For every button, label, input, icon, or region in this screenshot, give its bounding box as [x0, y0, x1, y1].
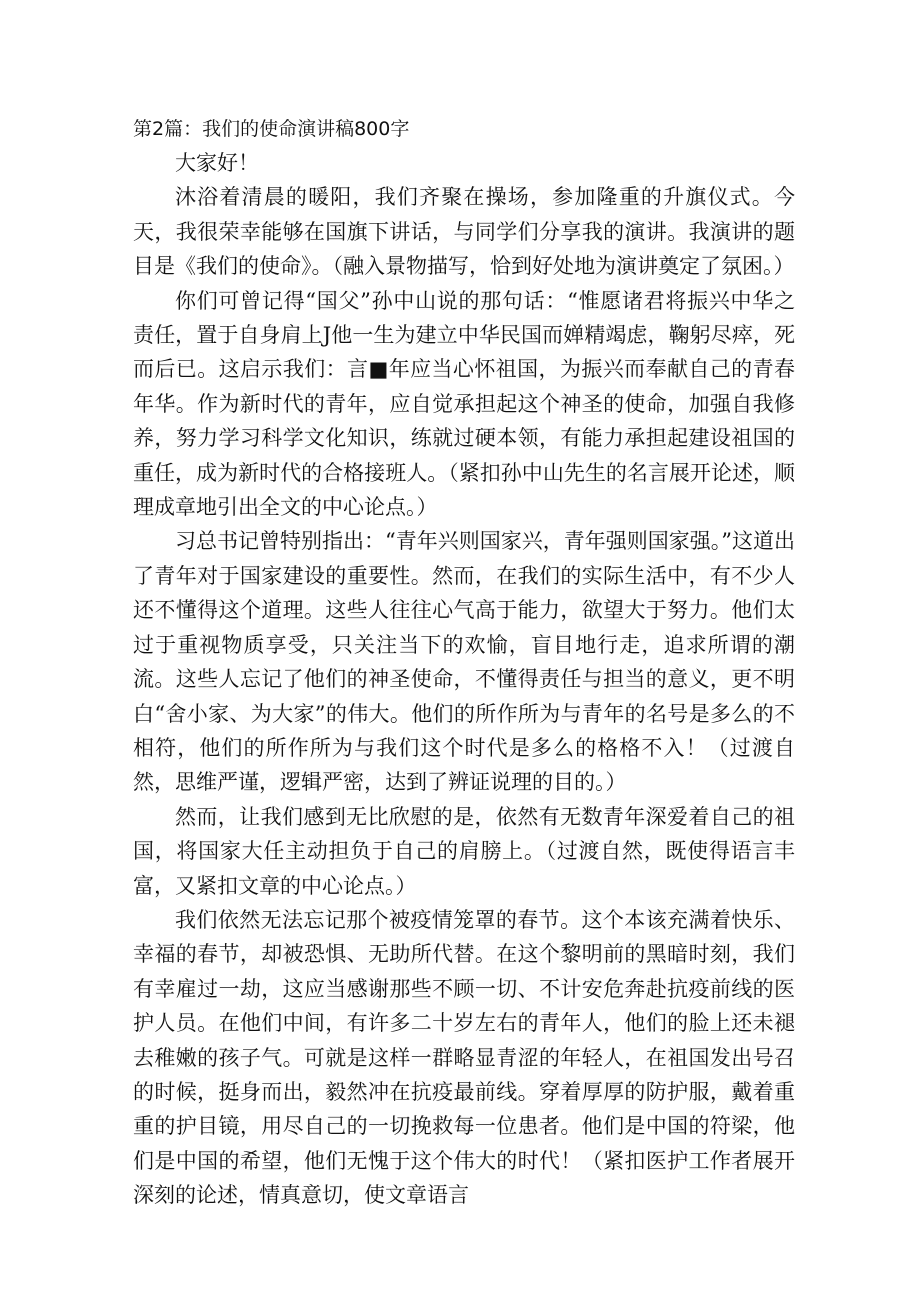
paragraph-4: 然而，让我们感到无比欣慰的是，依然有无数青年深爱着自己的祖国，将国家大任主动担负于自己的肩膀上。（过渡自然，既使得语言丰富，又紧扣文章的中心论点。） [133, 804, 795, 898]
paragraph-greeting: 大家好！ [175, 151, 259, 175]
document-title: 第2篇：我们的使命演讲稿800字 [133, 118, 410, 140]
paragraph-1: 沐浴着清晨的暖阳，我们齐聚在操场，参加隆重的升旗仪式。今天，我很荣幸能够在国旗下讲话，与同学们分享我的演讲。我演讲的题目是《我们的使命》。（融入景物描写，恰到好处地为演讲奠定了氛困。） [133, 185, 795, 279]
paragraph-2: 你们可曾记得“国父”孙中山说的那句话：“惟愿诸君将振兴中华之责任，置于自身肩上J他一生为建立中华民国而婵精竭虑，鞠躬尽瘁，死而后已。这启示我们：言■年应当心怀祖国，为振兴而奉献自己的青春年华。作为新时代的青年，应自觉承担起这个神圣的使命，加强自我修养，努力学习科学文化知识，练就过硬本领，有能力承担起建设祖国的重任，成为新时代的合格接班人。（紧扣孙中山先生的名言展开论述，顺理成章地引出全文的中心论点。） [133, 288, 795, 520]
paragraph-3: 习总书记曾特别指出：“青年兴则国家兴，青年强则国家强。”这道出了青年对于国家建设的重要性。然而，在我们的实际生活中，有不少人还不懂得这个道理。这些人往往心气高于能力，欲望大于努力。他们太过于重视物质享受，只关注当下的欢愉，盲目地行走，追求所谓的潮流。这些人忘记了他们的神圣使命，不懂得责任与担当的意义，更不明白“舍小家、为大家”的伟大。他们的所作所为与青年的名号是多么的不相符，他们的所作所为与我们这个时代是多么的格格不入！（过渡自然，思维严谨，逻辑严密，达到了辨证说理的目的。） [133, 529, 795, 795]
paragraph-5: 我们依然无法忘记那个被疫情笼罩的春节。这个本该充满着快乐、幸福的春节，却被恐惧、无助所代替。在这个黎明前的黑暗时刻，我们有幸雇过一劫，这应当感谢那些不顾一切、不计安危奔赴抗疫前线的医护人员。在他们中间，有许多二十岁左右的青年人，他们的脸上还未褪去稚嫩的孩子气。可就是这样一群略显青涩的年轻人，在祖国发出号召的时候，挺身而出，毅然冲在抗疫最前线。穿着厚厚的防护服，戴着重重的护目镜，用尽自己的一切挽救每一位患者。他们是中国的符梁，他们是中国的希望，他们无愧于这个伟大的时代！（紧扣医护工作者展开深刻的论述，情真意切，使文章语言 [133, 907, 795, 1208]
document-body [133, 146, 795, 1213]
